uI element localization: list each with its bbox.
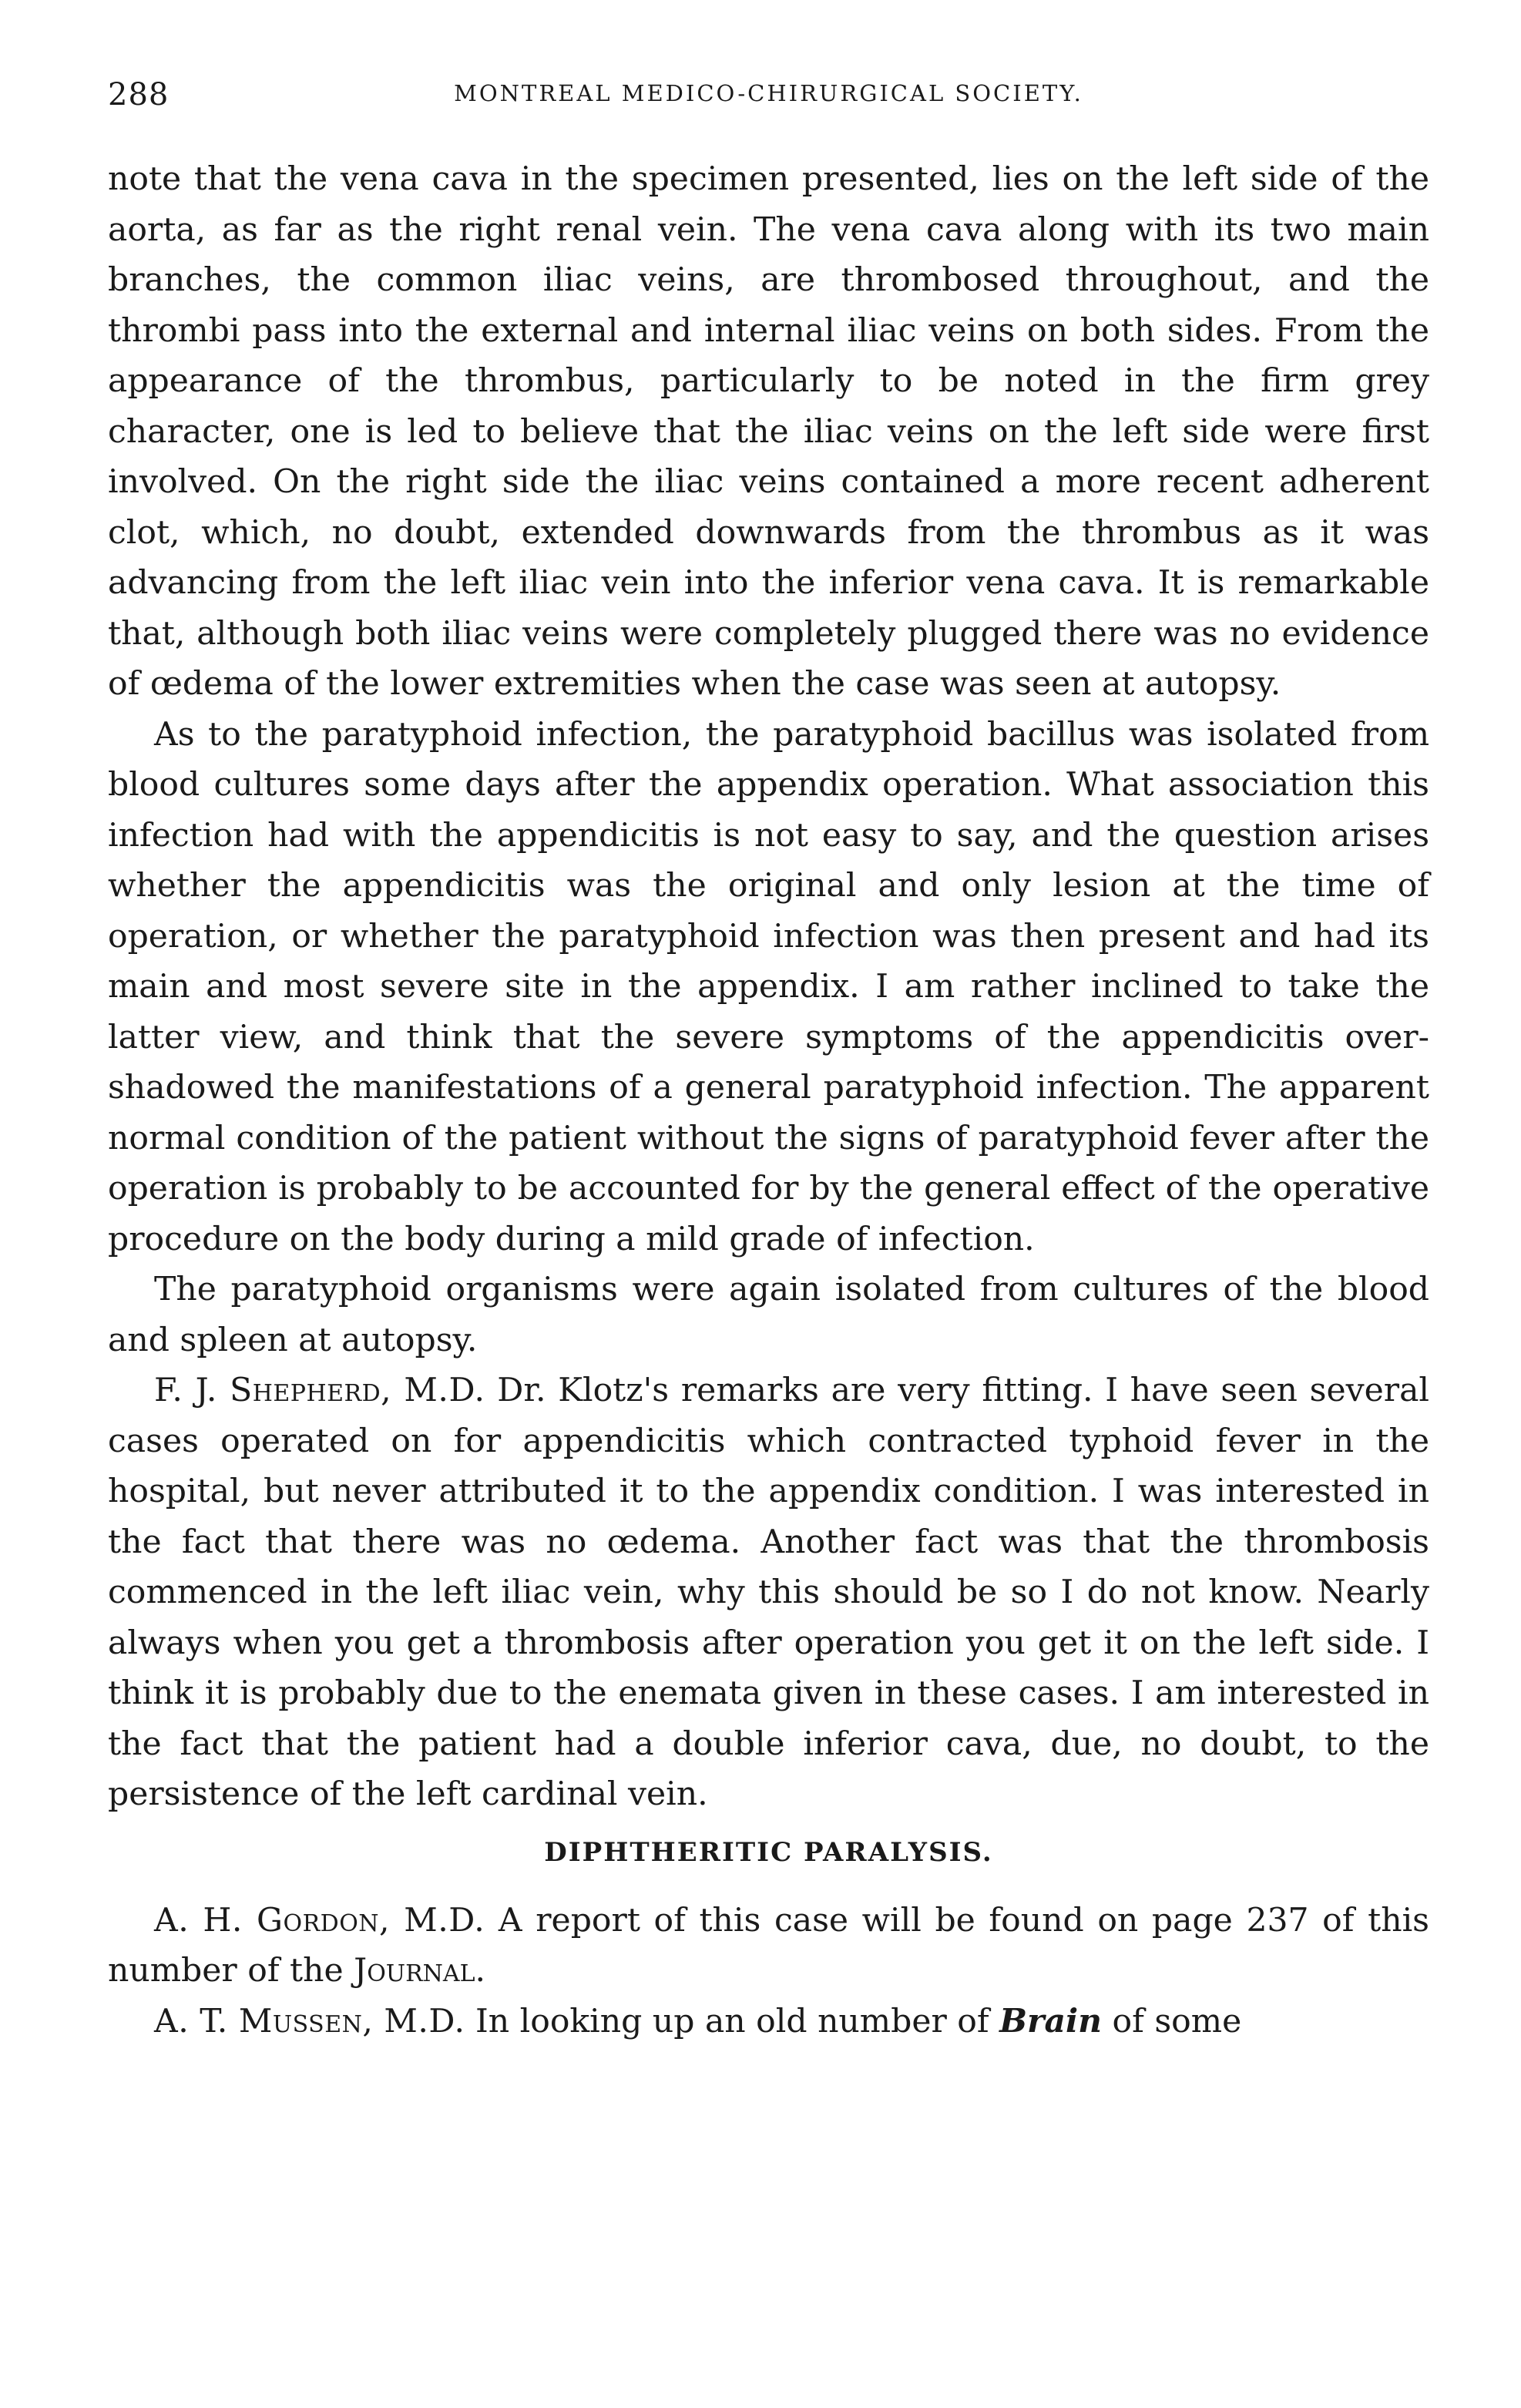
body-text: [108, 154, 1429, 2047]
page-number: 288: [108, 77, 170, 113]
paragraph-text: Dr. Klotz's remarks are very fitting. I have seen several cases operated on for appendicitis which contracted typhoid fever in the hospital, but never attributed it to the appendix condition. I was interested in the fact that there was no œdema. Another fact was that the thrombosis commenced in the left iliac vein, why this should be so I do not know. Nearly always when you get a thrombosis after operation you get it on the left side. I think it is probably due to the enemata given in these cases. I am interested in the fact that the patient had a double inferior cava, due, no doubt, to the persistence of the left cardinal vein.: [108, 1372, 1429, 1813]
journal-brain-title: Brain: [999, 2001, 1103, 2040]
paragraph-paratyphoid-infection: As to the paratyphoid infection, the paratyphoid bacillus was isolated from blood cultures some days after the appendix operation. What association this infection had with the appendicitis is not easy to say, and the question arises whether the appendicitis was the original and only lesion at the time of operation, or whether the paratyphoid infection was then present and had its main and most severe site in the appendix. I am rather inclined to take the latter view, and think that the severe symptoms of the appendicitis over-shadowed the manifestations of a general paratyphoid infection. The apparent normal condition of the patient without the signs of paratyphoid fever after the operation is probably to be accounted for by the general effect of the operative procedure on the body during a mild grade of infection.: [108, 715, 1429, 1258]
speaker-name: A. H. Gordon, M.D.: [154, 1901, 485, 1939]
paragraph-text: A report of this case will be found on page 237 of this number of the: [108, 1901, 1429, 1990]
paragraph-text: of some: [1102, 2002, 1242, 2040]
speaker-name: F. J. Shepherd, M.D.: [154, 1372, 485, 1409]
paragraph-paratyphoid-organisms: The paratyphoid organisms were again isolated from cultures of the blood and spleen at autopsy.: [108, 1271, 1429, 1359]
section-heading: DIPHTHERITIC PARALYSIS.: [544, 1836, 993, 1868]
paragraph-shepherd-remarks: [108, 1365, 1429, 1820]
speaker-name: A. T. Mussen, M.D.: [154, 2002, 465, 2040]
paragraph-gordon-report: [108, 1896, 1429, 1997]
journal-title: MONTREAL MEDICO-CHIRURGICAL SOCIETY.: [454, 80, 1083, 106]
paragraph-text: .: [475, 1952, 486, 1990]
journal-name: Journal: [354, 1952, 475, 1990]
document-page: [108, 77, 1429, 2358]
paragraph-vena-cava: note that the vena cava in the specimen presented, lies on the left side of the aorta, as far as the right renal vein. The vena cava along with its two main branches, the common iliac veins, are thrombosed throughout, and the thrombi pass into the external and internal iliac veins on both sides. From the appearance of the thrombus, particularly to be noted in the firm grey character, one is led to believe that the iliac veins on the left side were first involved. On the right side the iliac veins contained a more recent adherent clot, which, no doubt, extended downwards from the thrombus as it was advancing from the left iliac vein into the inferior vena cava. It is remarkable that, although both iliac veins were completely plugged there was no evidence of œdema of the lower extremities when the case was seen at autopsy.: [108, 160, 1429, 703]
paragraph-text: In looking up an old number of: [465, 2002, 1000, 2040]
running-head: [108, 77, 1429, 131]
paragraph-mussen-remarks: [108, 1997, 1429, 2047]
